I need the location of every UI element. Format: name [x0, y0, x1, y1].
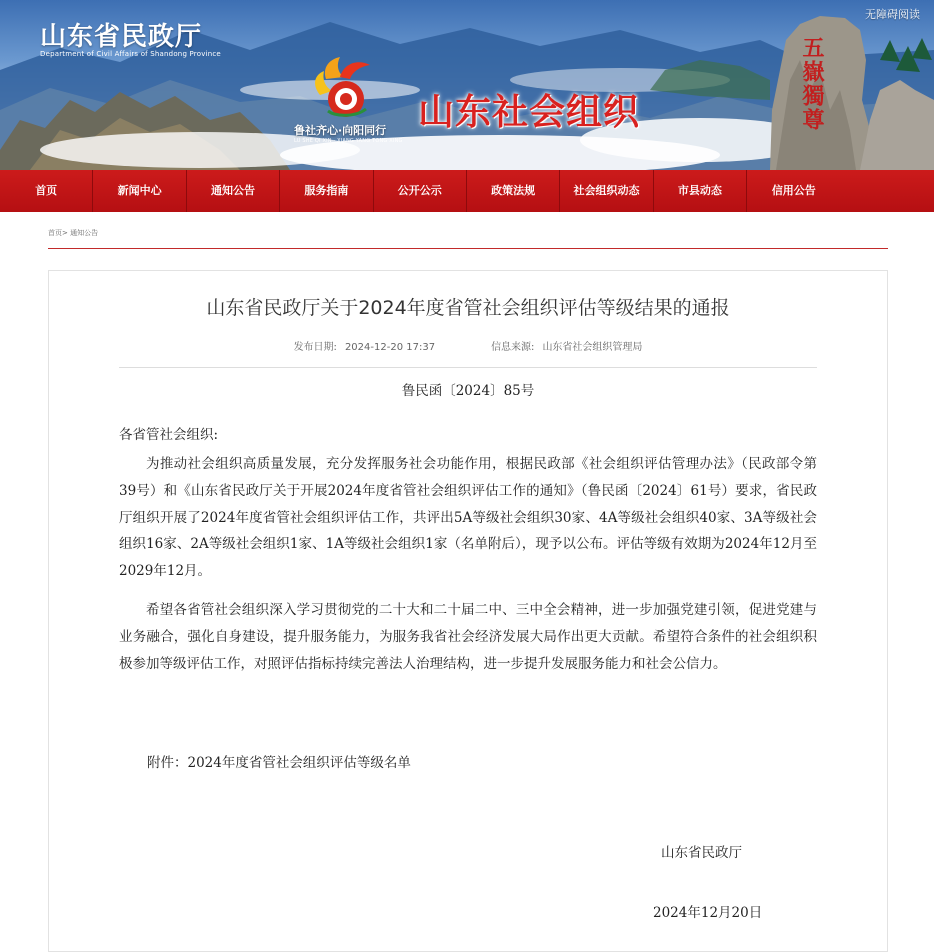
banner-title: 山东社会组织 — [418, 91, 641, 133]
nav-item-credit-notices[interactable]: 信用公告 — [771, 184, 816, 197]
body-paragraph: 希望各省管社会组织深入学习贯彻党的二十大和二十届二中、三中全会精神，进一步加强党建引领，促进党建与业务融合，强化自身建设，提升服务能力，为服务我省社会经济发展大局作出更大贡献。希望符合条件的社会组织积极参加等级评估工作，对照评估指标持续完善法人治理结构，进一步提升发展服务能力和社会公信力。 — [119, 602, 817, 672]
social-organization-logo-icon — [300, 55, 390, 121]
nav-item-public-disclosure[interactable]: 公开公示 — [374, 170, 467, 212]
site-banner — [0, 0, 934, 170]
publish-date: 2024-12-20 17:37 — [344, 342, 436, 353]
breadcrumb-separator: > — [62, 229, 68, 237]
source-value: 山东省社会组织管理局 — [542, 342, 643, 353]
body-paragraph: 为推动社会组织高质量发展，充分发挥服务社会功能作用，根据民政部《社会组织评估管理办法》（民政部令第39号）和《山东省民政厅关于开展2024年度省管社会组织评估工作的通知》（鲁民函〔2024〕61号）要求，省民政厅组织开展了2024年度省管社会组织评估工作，共评出5A等级社会组织30家、4A等级社会组织40家、3A等级社会组织16家、2A等级社会组织1家、1A等级社会组织1家（名单附后），现予以公布。评估等级有效期为2024年12月至2029年12月。 — [119, 456, 817, 580]
nav-item-notices[interactable]: 通知公告 — [187, 170, 280, 212]
breadcrumb — [48, 228, 888, 249]
nav-item-home[interactable]: 首页 — [0, 170, 93, 212]
title-divider — [119, 367, 817, 368]
attachment-line: 附件：2024年度省管社会组织评估等级名单 — [147, 755, 411, 771]
salutation: 各省管社会组织: — [119, 427, 219, 443]
source-label: 信息来源: — [491, 342, 535, 353]
slogan: 鲁社齐心·向阳同行 — [294, 124, 387, 137]
nav-item-local-news[interactable]: 市县动态 — [654, 170, 747, 212]
signer: 山东省民政厅 — [661, 845, 742, 861]
publish-date-label: 发布日期: — [293, 342, 337, 353]
accessible-reading-link[interactable]: 无障碍阅读 — [865, 8, 920, 21]
breadcrumb-current[interactable]: 通知公告 — [70, 229, 99, 237]
nav-item-policies[interactable]: 政策法规 — [467, 170, 560, 212]
sign-date: 2024年12月20日 — [653, 905, 763, 921]
article-title: 山东省民政厅关于2024年度省管社会组织评估等级结果的通报 — [206, 297, 730, 319]
site-name: 山东省民政厅 — [40, 22, 203, 52]
article-meta — [49, 338, 887, 353]
document-number: 鲁民函〔2024〕85号 — [401, 383, 535, 399]
breadcrumb-home[interactable]: 首页 — [48, 229, 62, 237]
site-name-english: Department of Civil Affairs of Shandong Province — [40, 50, 221, 58]
nav-item-news-center[interactable]: 新闻中心 — [93, 170, 186, 212]
nav-item-service-guide[interactable]: 服务指南 — [280, 170, 373, 212]
slogan-pinyin: LU SHE QI XIN · XIANG YANG TONG XING — [294, 138, 403, 144]
nav-item-org-news[interactable]: 社会组织动态 — [560, 170, 653, 212]
main-navigation — [0, 170, 934, 212]
article-panel — [48, 270, 888, 952]
rock-inscription: 五嶽獨尊 — [799, 36, 825, 132]
